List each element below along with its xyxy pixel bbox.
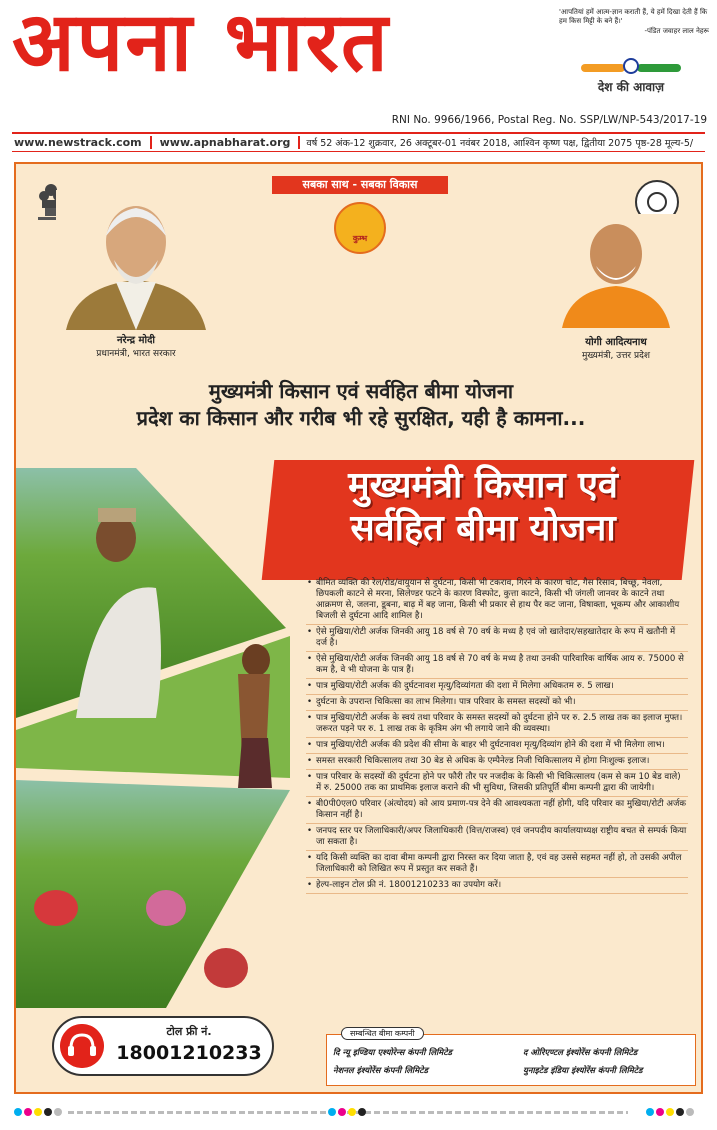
apnabharat-link[interactable]: www.apnabharat.org <box>150 136 299 149</box>
benefit-item: • बी0पी0एल0 परिवार (अंत्योदय) को आय प्रमाण-पत्र देने की आवश्यकता नहीं होगी, यदि परिवार का मुखिया/रोटी अर्जक किसान नहीं है। <box>306 799 688 824</box>
pm-portrait <box>56 190 216 330</box>
benefit-item: • पात्र मुखिया/रोटी अर्जक की प्रदेश की सीमा के बाहर भी दुर्घटनावश मृत्यु/दिव्यांग होने की दशा में भी मिलेगा लाभ। <box>306 740 688 754</box>
insurance-company: द ओरिएण्टल इंश्योरेंस कंपनी लिमिटेड <box>523 1047 638 1057</box>
registration-marks-left <box>14 1108 62 1118</box>
newspaper-title: अपना भारत <box>12 0 390 90</box>
masthead-quote <box>559 8 709 36</box>
kumbh-logo <box>334 202 386 254</box>
benefit-item: • यदि किसी व्यक्ति का दावा बीमा कम्पनी द्वारा निरस्त कर दिया जाता है, एवं वह उससे सहमत नहीं हो, तो उसकी अपील जिलाधिकारी को लिखित रूप में प्रस्तुत कर सकते हैं। <box>306 853 688 878</box>
insurance-scheme-advertisement <box>14 162 703 1094</box>
kumbh-label: कुम्भ <box>352 234 368 243</box>
scheme-headline <box>36 378 686 432</box>
insurance-company: नेशनल इंश्योरेंस कंपनी लिमिटेड <box>333 1065 428 1075</box>
benefit-item: • पात्र परिवार के सदस्यों की दुर्घटना होने पर फौरी तौर पर नजदीक के किसी भी चिकित्सालय (कम से कम 10 बेड वाले) में रु. 25000 तक का प्राथमिक इलाज कराने की भी सुविधा, जिसकी प्रतिपूर्ति बीमा कम्पनी द्वारा की जायेगी। <box>306 772 688 797</box>
pm-caption <box>56 334 216 360</box>
insurance-company: युनाइटेड इंडिया इंश्योरेंस कंपनी लिमिटेड <box>523 1065 643 1075</box>
benefit-item: • दुर्घटना के उपरान्त चिकित्सा का लाभ मिलेगा। पात्र परिवार के समस्त सदस्यों को भी। <box>306 697 688 711</box>
scheme-banner <box>278 464 688 550</box>
issue-dates: वर्ष 52 अंक-12 शुक्रवार, 26 अक्टूबर-01 नवंबर 2018, आश्विन कृष्ण पक्ष, द्वितीया 2075 पृष्ठ-28 मूल्य-5/ <box>298 136 699 149</box>
masthead <box>0 0 717 132</box>
pm-name: नरेन्द्र मोदी <box>117 335 155 346</box>
cm-title: मुख्यमंत्री, उत्तर प्रदेश <box>582 350 650 361</box>
banner-line-1: मुख्यमंत्री किसान एवं <box>348 465 618 506</box>
headset-icon <box>60 1024 104 1068</box>
headline-line-2: प्रदेश का किसान और गरीब भी रहे सुरक्षित, यही है कामना... <box>136 406 586 430</box>
newstrack-link[interactable]: www.newstrack.com <box>14 136 142 149</box>
insurance-companies-box <box>326 1029 696 1086</box>
cm-portrait <box>556 214 676 328</box>
benefit-item: • जनपद स्तर पर जिलाधिकारी/अपर जिलाधिकारी (वित्त/राजस्व) एवं जनपदीय कार्यालयाध्यक्ष राष्ट्रीय बचत से सम्पर्क किया जा सकता है। <box>306 826 688 851</box>
issue-info-bar <box>12 132 705 152</box>
toll-free-number[interactable]: 18001210233 <box>116 1042 262 1064</box>
insurance-company: दि न्यू इण्डिया एश्योरेन्स कंपनी लिमिटेड <box>333 1047 453 1057</box>
banner-line-2: सर्वहित बीमा योजना <box>350 508 616 550</box>
toll-free-label: टोल फ्री नं. <box>166 1025 212 1038</box>
quote-author: -पंडित जवाहर लाल नेहरू <box>644 26 709 35</box>
cm-name: योगी आदित्यनाथ <box>585 337 647 348</box>
benefit-item: • ऐसे मुखिया/रोटी अर्जक जिनकी आयु 18 वर्ष से 70 वर्ष के मध्य है तथा उनकी पारिवारिक वार्षिक आय रु. 75000 से कम है, वे भी योजना के पात्र हैं। <box>306 654 688 679</box>
rni-number: RNI No. 9966/1966, Postal Reg. No. SSP/LW/NP-543/2017-19 <box>391 114 707 126</box>
benefit-item: • पात्र मुखिया/रोटी अर्जक के स्वयं तथा परिवार के समस्त सदस्यों को दुर्घटना होने पर रु. 2.5 लाख तक का इलाज मुफ्त। जरूरत पड़ने पर रु. 1 लाख तक के कृत्रिम अंग भी लगाये जाने की व्यवस्था। <box>306 713 688 738</box>
headline-line-1: मुख्यमंत्री किसान एवं सर्वहित बीमा योजना <box>208 379 514 403</box>
toll-free-box <box>52 1016 274 1076</box>
benefit-item: • हेल्प-लाइन टोल फ्री नं. 18001210233 का उपयोग करें। <box>306 880 688 894</box>
benefit-item: • ऐसे मुखिया/रोटी अर्जक जिनकी आयु 18 वर्ष से 70 वर्ष के मध्य है एवं जो खातेदार/सहखातेदार के रूप में खतौनी में दर्ज है। <box>306 627 688 652</box>
desh-ki-awaz-text: देश की आवाज़ <box>597 80 665 94</box>
benefit-item: • बीमित व्यक्ति की रेल/रोड/वायुयान से दुर्घटना, किसी भी टकराव, गिरने के कारण चोट, गैस रिसाव, बिच्छू, नेवला, छिपकली काटने से मरना, सिलेण्डर फटने के कारण विस्फोट, कुत्ता काटने, किसी भी जंगली जानवर के काटने तथा आक्रमण से, जलना, डूबना, बाढ़ में बह जाना, किसी भी प्रकार से हाथ पैर कट जाना, विषाक्ता, भूकम्प और आकाशीय बिजली से दुर्घटना आदि शामिल है। <box>306 578 688 625</box>
green-stripe <box>637 64 681 72</box>
tagline-badge: सबका साथ - सबका विकास <box>272 176 448 194</box>
desh-ki-awaz-logo <box>581 58 681 102</box>
chakra-icon <box>623 58 639 74</box>
cm-caption <box>536 336 696 362</box>
benefit-item: • पात्र मुखिया/रोटी अर्जक की दुर्घटनावश मृत्यु/दिव्यांगता की दशा में मिलेगा अधिकतम रु. 5 लाख। <box>306 681 688 695</box>
saffron-stripe <box>581 64 625 72</box>
benefit-item: • समस्त सरकारी चिकित्सालय तथा 30 बेड से अधिक के एम्पैनेल्ड निजी चिकित्सालय में होगा निःशुल्क इलाज। <box>306 756 688 770</box>
registration-marks-center <box>328 1108 366 1118</box>
pm-title: प्रधानमंत्री, भारत सरकार <box>96 348 176 359</box>
insurance-heading: सम्बन्धित बीमा कम्पनी <box>341 1027 424 1040</box>
scheme-benefits-list <box>306 578 688 896</box>
quote-text: 'आपतियां हमें आत्म-ज्ञान कराती हैं, ये हमें दिखा देती हैं कि हम किस मिट्टी के बने हैं।' <box>559 8 708 26</box>
registration-marks-right <box>646 1108 694 1118</box>
farmer-photo-collage <box>16 468 306 1008</box>
